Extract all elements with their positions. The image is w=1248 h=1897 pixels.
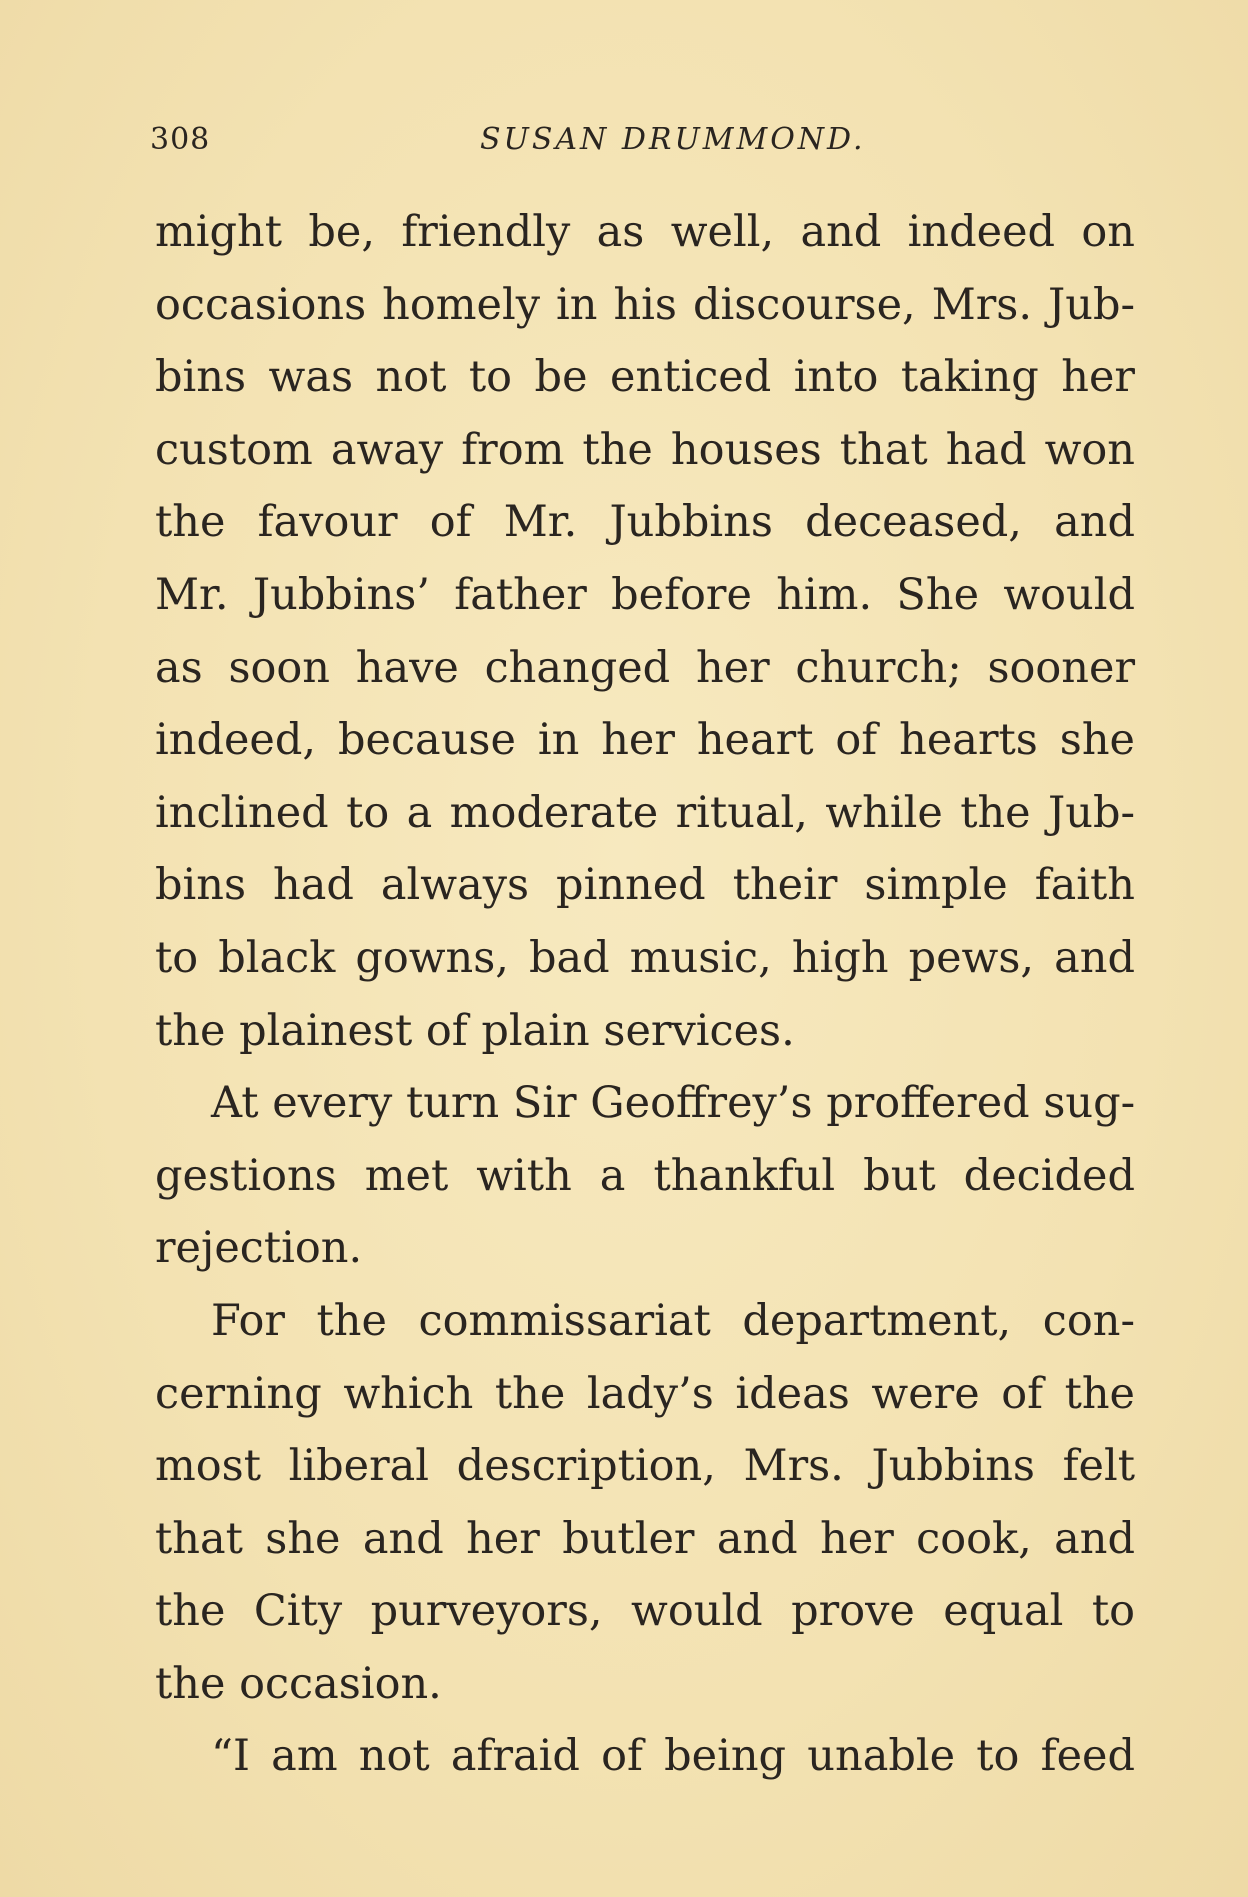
text-line: cerning which the lady’s ideas were of the xyxy=(155,1368,1135,1419)
text-line: inclined to a moderate ritual, while the Jub- xyxy=(155,787,1135,838)
text-line: bins was not to be enticed into taking her xyxy=(155,352,1135,403)
text-line: bins had always pinned their simple faith xyxy=(155,860,1135,911)
text-line: most liberal description, Mrs. Jubbins felt xyxy=(155,1441,1135,1492)
text-line: rejection. xyxy=(155,1223,363,1274)
text-line: might be, friendly as well, and indeed on xyxy=(155,207,1135,257)
text-line: “I am not afraid of being unable to feed xyxy=(211,1731,1135,1782)
text-line: the favour of Mr. Jubbins deceased, and xyxy=(155,497,1135,548)
text-line: Mr. Jubbins’ father before him. She would xyxy=(155,569,1135,620)
text-line: the City purveyors, would prove equal to xyxy=(155,1586,1135,1637)
text-line: the occasion. xyxy=(155,1658,442,1709)
text-line: At every turn Sir Geoffrey’s proffered sug- xyxy=(211,1078,1136,1129)
text-line: to black gowns, bad music, high pews, and xyxy=(155,932,1135,983)
page-number: 308 xyxy=(150,122,211,157)
text-line: occasions homely in his discourse, Mrs. Jub- xyxy=(155,279,1135,330)
text-line: as soon have changed her church; sooner xyxy=(155,642,1135,693)
text-line: For the commissariat department, con- xyxy=(211,1295,1135,1346)
running-title: SUSAN DRUMMOND. xyxy=(480,122,866,157)
body-text xyxy=(155,196,1135,1793)
text-line: the plainest of plain services. xyxy=(155,1005,795,1056)
text-line: gestions met with a thankful but decided xyxy=(155,1150,1135,1201)
page-header xyxy=(150,122,1140,162)
text-line: custom away from the houses that had won xyxy=(155,424,1135,475)
text-line: indeed, because in her heart of hearts she xyxy=(155,715,1135,766)
text-line: that she and her butler and her cook, and xyxy=(155,1513,1135,1564)
